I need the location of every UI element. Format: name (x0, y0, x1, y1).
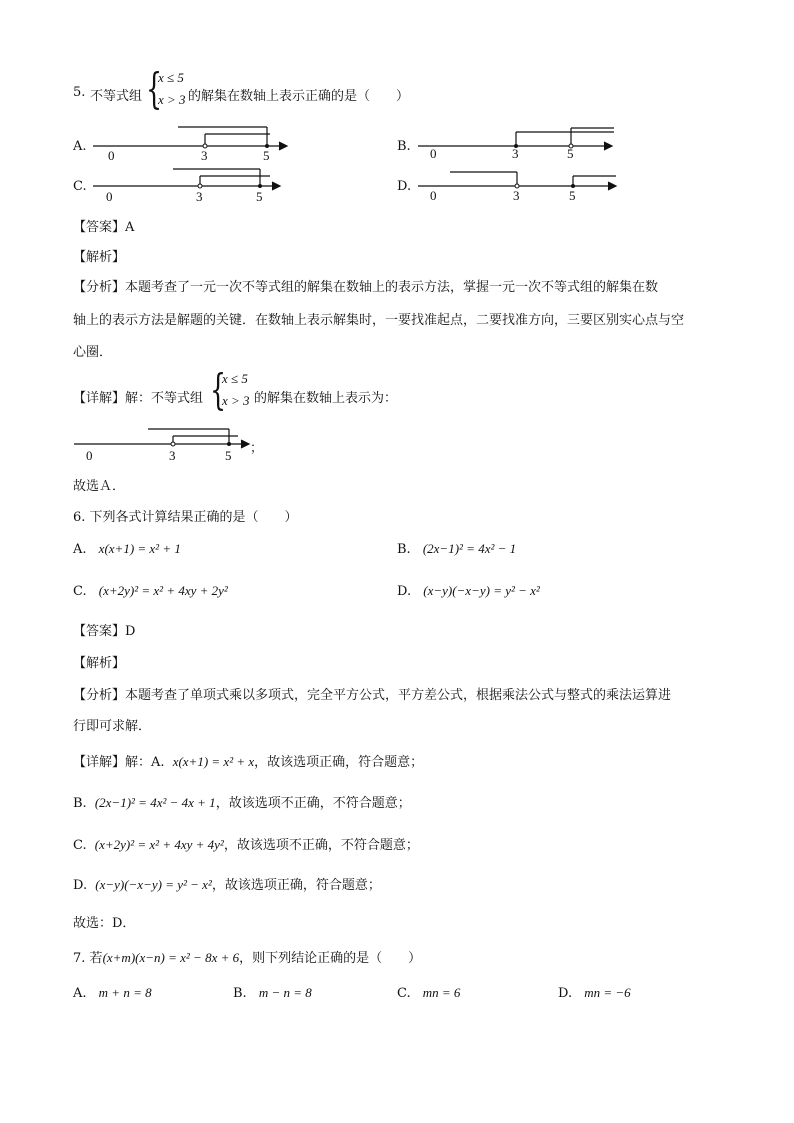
tick-a-3: 3 (201, 148, 208, 163)
q6-detail-b (73, 792, 411, 811)
q5-text-before: 不等式组 (90, 89, 143, 104)
q5-ineq-1: x ≤ 5 (158, 70, 184, 85)
q7-option-a-expr: m + n = 8 (98, 985, 152, 1000)
q5-number: 5. (73, 85, 86, 100)
q6-choose: 故选：D． (73, 916, 136, 931)
detail-c-comment: ，故该选项不正确，不符合题意； (223, 838, 419, 853)
q7-option-b-label: B. (233, 986, 247, 1001)
detail-b-expr: (2x−1)² = 4x² − 4x + 1 (94, 795, 216, 810)
q6-fenxi-line1 (73, 684, 671, 703)
q5-option-c-label: C. (73, 179, 87, 194)
xiangjie-label: 【详解】 (73, 755, 126, 770)
q6-option-d (397, 583, 540, 599)
q6-stem-text: 下列各式计算结果正确的是（ ） (89, 510, 298, 525)
q6-detail-a (73, 751, 423, 770)
xiangjie-intro: 解：A. (125, 755, 165, 770)
q7-option-c-expr: mn = 6 (422, 985, 461, 1000)
sol-tick-3: 3 (169, 448, 176, 463)
detail-ineq-2: x > 3 (222, 393, 250, 408)
q6-fenxi-line2: 行即可求解． (73, 719, 152, 734)
detail-d-label: D. (73, 878, 88, 893)
xiangjie-before: 解：不等式组 (125, 391, 204, 406)
q5-brace: { (146, 64, 163, 113)
q5-detail-system (222, 368, 250, 412)
detail-d-comment: ，故该选项正确，符合题意； (211, 878, 381, 893)
detail-a-expr: x(x+1) = x² + x (172, 754, 255, 769)
q6-option-c (73, 583, 228, 599)
q6-option-b-label: B. (397, 542, 411, 557)
q5-xiangjie (73, 387, 203, 406)
q6-option-d-label: D. (397, 584, 412, 599)
sol-tick-0: 0 (86, 448, 93, 463)
q5-option-a-label: A. (73, 139, 87, 154)
q6-detail-c (73, 834, 419, 853)
q7-stem (73, 947, 421, 966)
q5-fenxi-line1 (73, 276, 658, 295)
tick-a-5: 5 (263, 148, 270, 163)
tick-b-0: 0 (430, 146, 437, 161)
q5-detail-brace: { (210, 365, 227, 414)
fenxi-text: 本题考查了一元一次不等式组的解集在数轴上的表示方法，掌握一元一次不等式组的解集在数 (125, 280, 659, 295)
q6-option-c-label: C. (73, 584, 87, 599)
q7-option-d-expr: mn = −6 (584, 985, 631, 1000)
detail-b-label: B. (73, 796, 87, 811)
q5-fenxi-line3: 心圈． (73, 345, 113, 360)
detail-c-label: C. (73, 838, 87, 853)
q7-option-a-label: A. (73, 986, 87, 1001)
q6-option-d-expr: (x−y)(−x−y) = y² − x² (423, 583, 540, 598)
q6-option-c-expr: (x+2y)² = x² + 4xy + 2y² (98, 583, 228, 598)
q5-ineq-2: x > 3 (158, 92, 186, 107)
q6-answer (73, 620, 135, 639)
answer-label: 【答案】 (73, 624, 126, 639)
q6-option-b (397, 541, 516, 557)
tick-d-3: 3 (513, 188, 520, 203)
q5-fenxi-line2: 轴上的表示方法是解题的关键．在数轴上表示解集时，一要找准起点，二要找准方向，三要区别实心点与空 (73, 313, 685, 328)
answer-value: D (125, 624, 136, 639)
answer-value: A (125, 220, 135, 235)
q7-number: 7. (73, 951, 86, 966)
q7-option-c-label: C. (397, 986, 411, 1001)
q7-option-c (397, 985, 460, 1001)
q7-option-d-label: D. (558, 986, 573, 1001)
detail-ineq-1: x ≤ 5 (222, 371, 248, 386)
tick-d-0: 0 (430, 188, 437, 203)
q6-detail-d (73, 874, 381, 893)
sol-tick-5: 5 (225, 448, 232, 463)
q7-expr: (x+m)(x−n) = x² − 8x + 6 (102, 950, 240, 965)
q6-option-a-expr: x(x+1) = x² + 1 (98, 541, 181, 556)
tick-c-5: 5 (256, 189, 263, 204)
q7-option-d (558, 985, 631, 1001)
q5-solution-number-line (70, 424, 350, 464)
tick-a-0: 0 (108, 148, 115, 163)
q7-option-b (233, 985, 312, 1001)
tick-b-3: 3 (512, 146, 519, 161)
q5-xiangjie-after: 的解集在数轴上表示为： (254, 391, 398, 406)
q7-option-b-expr: m − n = 8 (258, 985, 312, 1000)
q6-option-a (73, 541, 181, 557)
q7-stem-after: ，则下列结论正确的是（ ） (239, 951, 422, 966)
detail-d-expr: (x−y)(−x−y) = y² − x² (95, 877, 212, 892)
q5-option-b-label: B. (397, 139, 411, 154)
answer-label: 【答案】 (73, 220, 126, 235)
q6-option-b-expr: (2x−1)² = 4x² − 1 (422, 541, 517, 556)
q6-option-a-label: A. (73, 542, 87, 557)
q6-number: 6. (73, 510, 86, 525)
detail-c-expr: (x+2y)² = x² + 4xy + 4y² (94, 837, 224, 852)
tick-c-3: 3 (196, 189, 203, 204)
detail-a-comment: ，故该选项正确，符合题意； (254, 755, 424, 770)
tick-b-5: 5 (567, 146, 574, 161)
fenxi-label: 【分析】 (73, 688, 126, 703)
q7-stem-before: 若 (89, 951, 103, 966)
q6-analysis-label: 【解析】 (73, 656, 126, 671)
tick-d-5: 5 (569, 188, 576, 203)
tick-c-0: 0 (106, 189, 113, 204)
q5-option-d-label: D. (397, 179, 412, 194)
q5-choose: 故选Ａ． (73, 479, 126, 494)
q5-semicolon: ； (250, 441, 264, 456)
q5-text-after: 的解集在数轴上表示正确的是（ ） (188, 89, 410, 104)
q7-option-a (73, 985, 152, 1001)
fenxi-label: 【分析】 (73, 280, 126, 295)
xiangjie-label: 【详解】 (73, 391, 126, 406)
q5-system (158, 67, 186, 111)
q5-answer (73, 216, 134, 235)
fenxi-text: 本题考查了单项式乘以多项式，完全平方公式，平方差公式，根据乘法公式与整式的乘法运算进 (125, 688, 672, 703)
detail-b-comment: ，故该选项不正确，不符合题意； (215, 796, 411, 811)
q6-stem (73, 506, 298, 525)
q5-analysis-label: 【解析】 (73, 250, 126, 265)
